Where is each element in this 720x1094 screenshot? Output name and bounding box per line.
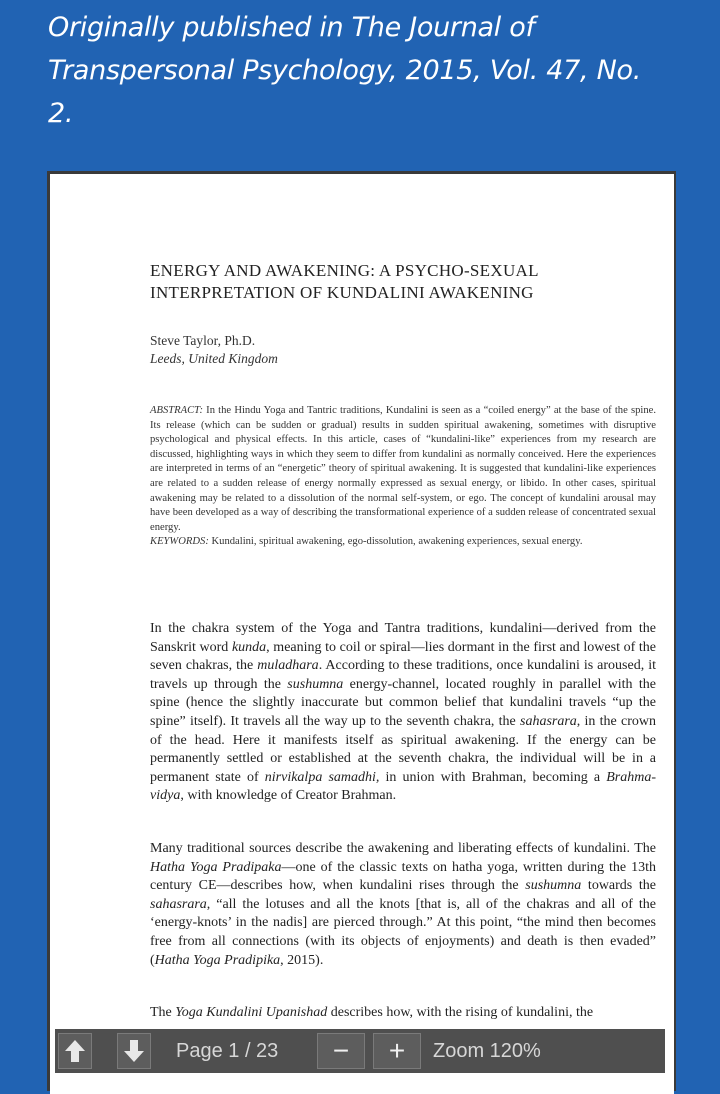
zoom-out-button[interactable] — [317, 1033, 365, 1069]
abstract-label: ABSTRACT: — [150, 405, 203, 416]
zoom-in-button[interactable] — [373, 1033, 421, 1069]
publication-note-line-3: 2. — [48, 98, 74, 129]
minus-icon: − — [332, 1035, 350, 1066]
previous-page-button[interactable] — [58, 1033, 92, 1069]
next-page-button[interactable] — [117, 1033, 151, 1069]
italic-term: Hatha Yoga Pradipaka — [150, 859, 282, 875]
keywords-label: KEYWORDS: — [150, 536, 209, 548]
publication-note — [48, 6, 688, 135]
body-paragraph-2 — [150, 840, 656, 970]
paper-title-line-2: INTERPRETATION OF KUNDALINI AWAKENING — [150, 283, 534, 302]
italic-term: Brahma-vidya — [150, 769, 656, 804]
text-run: towards the — [581, 878, 656, 894]
text-run: , meaning to coil or spiral—lies dormant in the first and lowest of the seven chakras, the — [150, 639, 657, 674]
text-run: Many traditional sources describe the awakening and liberating effects of kundalini. The — [150, 841, 656, 856]
page-indicator: Page 1 / 23 — [176, 1040, 279, 1062]
italic-term: sushumna — [287, 676, 344, 692]
arrow-down-icon — [122, 1038, 146, 1064]
italic-term: kunda — [231, 639, 267, 655]
italic-term: Yoga Kundalini Upanishad — [175, 1005, 328, 1020]
zoom-indicator: Zoom 120% — [433, 1040, 541, 1062]
paper-author: Steve Taylor, Ph.D. — [150, 333, 256, 348]
text-run: —one of the classic texts on hatha yoga, written during the 13th century CE—describes how, when kundalini rises through the — [150, 859, 656, 894]
text-run: , with knowledge of Creator Brahman. — [180, 788, 397, 804]
italic-term: nirvikalpa samadhi, — [264, 769, 380, 785]
abstract-text: In the Hindu Yoga and Tantric traditions, Kundalini is seen as a “coiled energy” at the base of the spine. Its release (which can be sudden or gradual) results in sudden spiritual awakening, sometimes with disruptive psychological and physical effects. In this article, cases of “kundalini-like” experiences from my research are discussed, highlighting ways in which they seem to differ from kundalini as normally conceived. Here the experiences are interpreted in terms of an “energetic” theory of spiritual awakening. It is suggested that kundalini-like experiences are related to a sudden release of energy normally expressed as sexual energy, or libido. In other cases, spiritual awakening may be related to a dissolution of the normal self-system, or ego. The concept of kundalini arousal may have been developed as a way of describing the transformational experience of a sudden release of concentrated sexual energy. — [150, 405, 656, 533]
italic-term: sahasrara — [150, 896, 207, 912]
paper-title — [150, 260, 630, 304]
italic-term: sahasrara — [520, 713, 577, 729]
arrow-up-icon — [63, 1038, 87, 1064]
text-run: , 2015). — [280, 952, 324, 968]
paper-abstract — [150, 404, 656, 550]
pdf-toolbar — [55, 1029, 665, 1073]
italic-term: sushumna — [525, 878, 582, 894]
keywords-text: Kundalini, spiritual awakening, ego-dissolution, awakening experiences, sexual energy. — [208, 536, 583, 548]
italic-term: muladhara — [257, 658, 319, 674]
italic-term: Hatha Yoga Pradipika — [154, 952, 281, 968]
text-run: The — [150, 1005, 176, 1020]
text-run: . According to these traditions, once kundalini is aroused, it travels up through the — [150, 658, 656, 692]
text-run: energy-channel, located roughly in parallel with the spine (hence the slightly inaccurate but common belief that kundalini travels “up the spine” itself). It travels all the way up to the seventh chakra, the — [150, 676, 656, 729]
text-run: , in the crown of the head. Here it manifests itself as spiritual awakening. If the energy can be permanently settled or established at the seventh chakra, the individual will be in a permanent state of — [150, 713, 656, 785]
publication-note-line-2: Transpersonal Psychology, 2015, Vol. 47, No. — [48, 55, 641, 86]
body-paragraph-3 — [150, 1004, 656, 1023]
plus-icon: + — [388, 1035, 406, 1066]
pdf-page[interactable] — [50, 174, 674, 1094]
paper-title-line-1: ENERGY AND AWAKENING: A PSYCHO-SEXUAL — [150, 261, 539, 280]
text-run: In the chakra system of the Yoga and Tantra traditions, kundalini—derived from the Sanskrit word — [150, 621, 656, 655]
publication-note-line-1: Originally published in The Journal of — [48, 12, 535, 43]
paper-affiliation: Leeds, United Kingdom — [150, 351, 278, 366]
body-paragraph-1 — [150, 620, 656, 806]
text-run: in union with Brahman, becoming a — [379, 769, 607, 785]
text-run: describes how, with the rising of kundalini, the — [327, 1005, 594, 1020]
text-run: , “all the lotuses and all the knots [that is, all of the chakras and all of the ‘energy-knots’ in the nadis] are pierced through.” At this point, “the mind then becomes free from all connections (with its objects of enjoyments) and death is then evaded” ( — [150, 896, 656, 968]
